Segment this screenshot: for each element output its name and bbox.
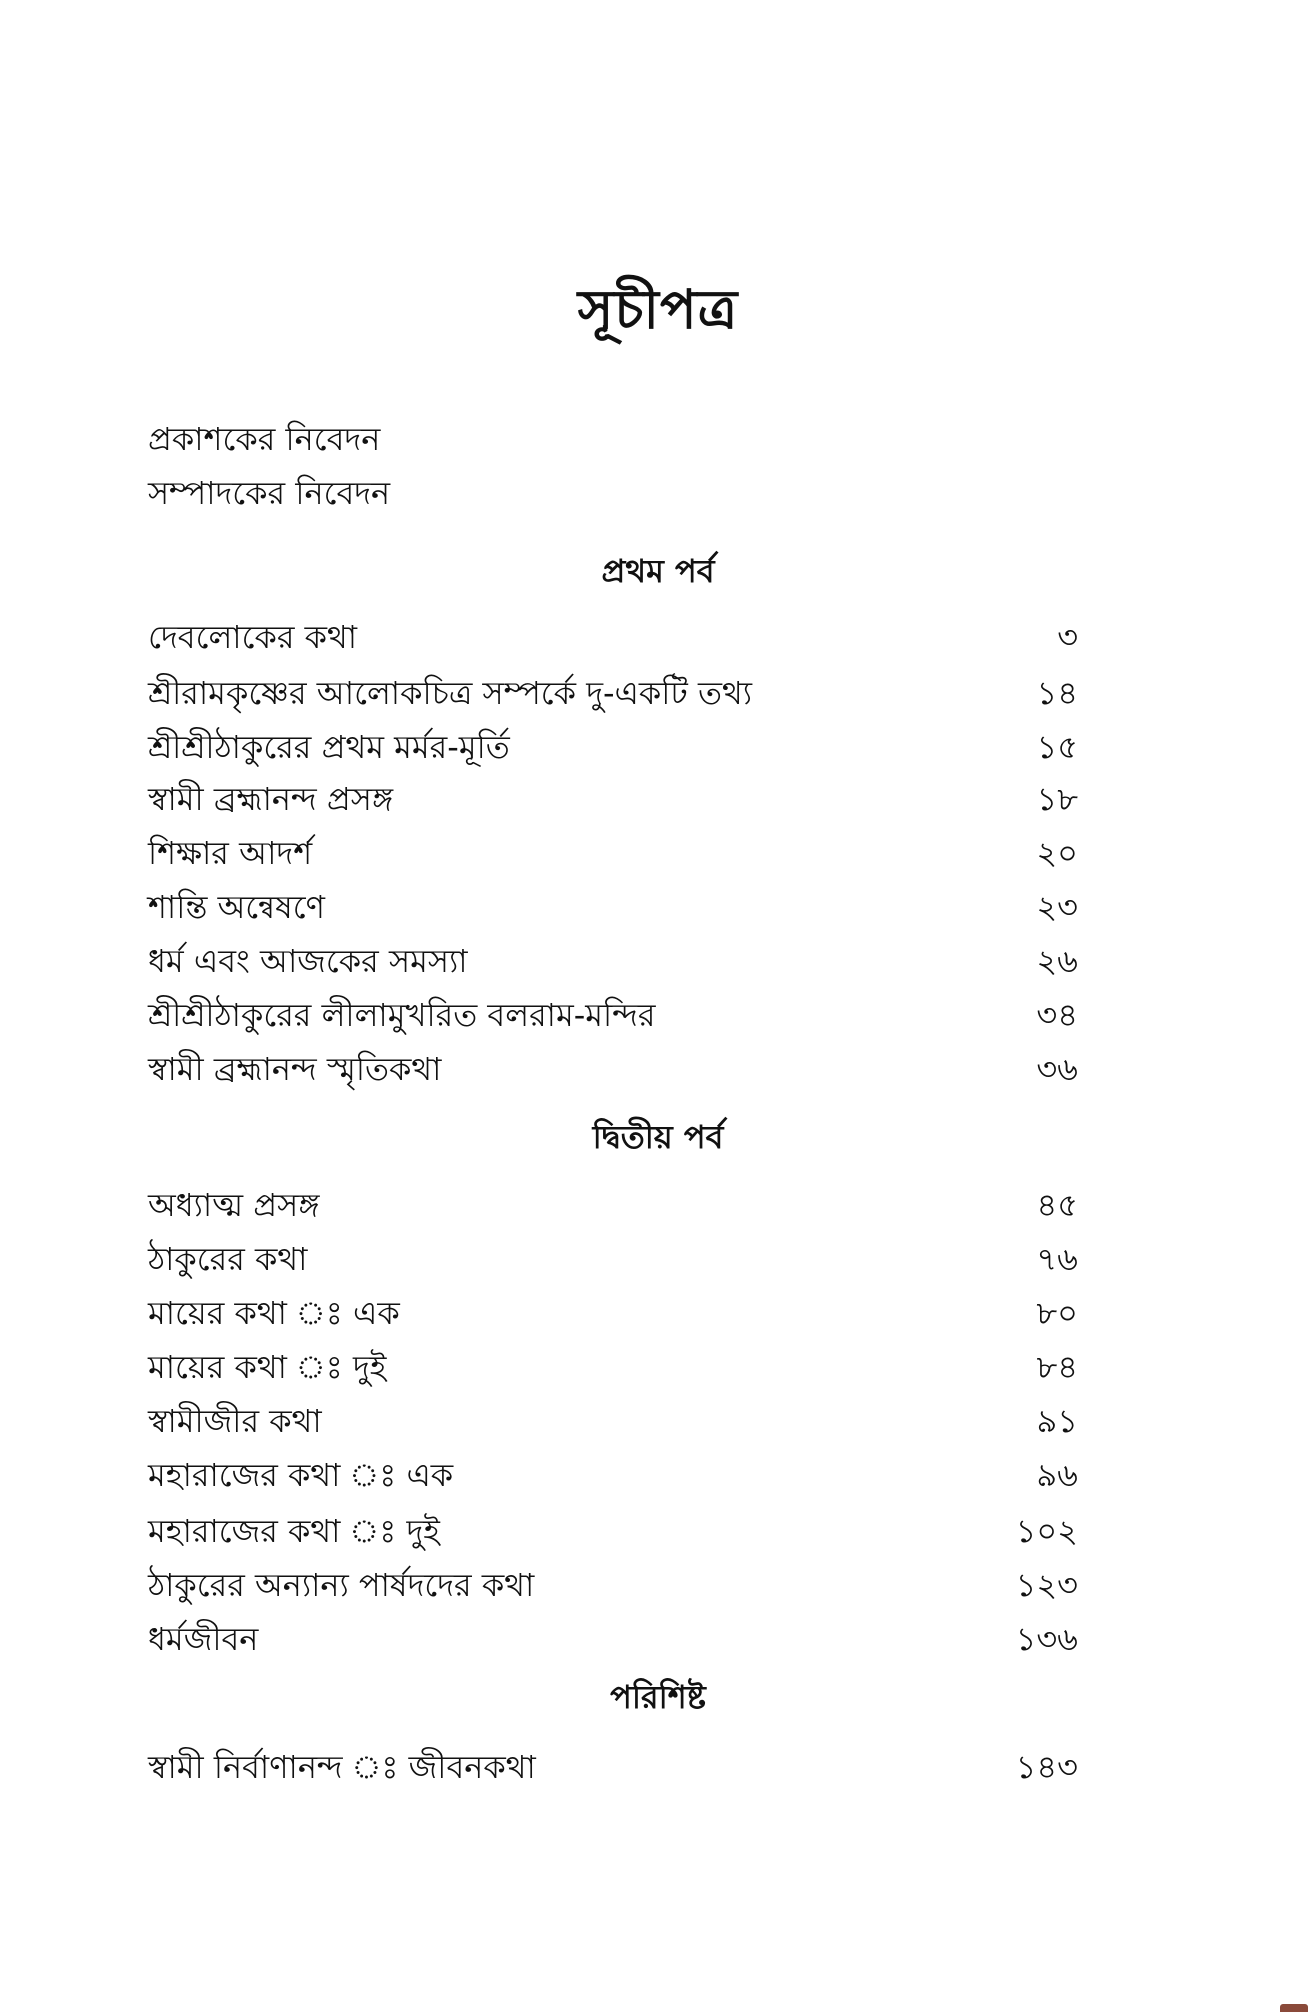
toc-entry-label: প্রকাশকের নিবেদন [148, 420, 381, 458]
toc-entry [148, 668, 1078, 718]
toc-entry [148, 722, 1078, 772]
toc-entry [148, 1234, 1078, 1284]
toc-entry-label: শ্রীশ্রীঠাকুরের লীলামুখরিত বলরাম-মন্দির [148, 996, 656, 1034]
toc-entry-page: ৩৬ [1036, 1050, 1078, 1088]
toc-entry-page: ৮০ [1036, 1294, 1078, 1332]
section-heading-part-one: প্রথম পর্ব [601, 552, 715, 590]
toc-entry-label: শ্রীশ্রীঠাকুরের প্রথম মর্মর-মূর্তি [148, 728, 510, 766]
toc-entry-label: ঠাকুরের কথা [148, 1240, 308, 1278]
toc-entry-editor-note [148, 468, 1078, 518]
toc-entry-label: মহারাজের কথা ঃ এক [148, 1456, 454, 1494]
toc-entry-page: ৮৪ [1036, 1348, 1078, 1386]
toc-entry-page: ৪৫ [1036, 1186, 1078, 1224]
section-heading-part-two: দ্বিতীয় পর্ব [592, 1118, 724, 1156]
toc-entry-page: ১৪৩ [1015, 1748, 1078, 1786]
toc-entry [148, 936, 1078, 986]
toc-entry-label: শিক্ষার আদর্শ [148, 834, 313, 872]
toc-entry-page: ২৬ [1036, 942, 1078, 980]
toc-entry-page: ১০২ [1015, 1512, 1078, 1550]
toc-entry-publisher-note [148, 414, 1078, 464]
toc-entry-label: মহারাজের কথা ঃ দুই [148, 1512, 440, 1550]
toc-entry-label: ধর্ম এবং আজকের সমস্যা [148, 942, 468, 980]
toc-entry-label: দেবলোকের কথা [148, 618, 357, 656]
toc-entry [148, 1614, 1078, 1664]
toc-entry-label: শান্তি অন্বেষণে [148, 888, 325, 926]
toc-entry [148, 774, 1078, 824]
toc-entry [148, 1560, 1078, 1610]
toc-entry-page: ৩৪ [1036, 996, 1078, 1034]
toc-entry-label: স্বামী ব্রহ্মানন্দ প্রসঙ্গ [148, 780, 394, 818]
toc-entry [148, 1342, 1078, 1392]
toc-entry-label: মায়ের কথা ঃ এক [148, 1294, 400, 1332]
toc-entry-page: ৭৬ [1036, 1240, 1078, 1278]
toc-entry-page: ১২৩ [1015, 1566, 1078, 1604]
toc-entry [148, 1742, 1078, 1792]
toc-entry-page: ১৫ [1036, 728, 1078, 766]
toc-entry-page: ১৮ [1036, 780, 1078, 818]
toc-entry-label: স্বামীজীর কথা [148, 1402, 322, 1440]
toc-entry-page: ৯৬ [1036, 1456, 1078, 1494]
toc-entry [148, 1180, 1078, 1230]
toc-entry-label: ধর্মজীবন [148, 1620, 259, 1658]
toc-entry [148, 1044, 1078, 1094]
toc-entry-label: শ্রীরামকৃষ্ণের আলোকচিত্র সম্পর্কে দু-একটি তথ্য [148, 674, 753, 712]
toc-entry-label: স্বামী নির্বাণানন্দ ঃ জীবনকথা [148, 1748, 536, 1786]
toc-entry [148, 612, 1078, 662]
toc-entry [148, 882, 1078, 932]
toc-entry-page: ১৪ [1036, 674, 1078, 712]
toc-entry [148, 990, 1078, 1040]
toc-entry [148, 1506, 1078, 1556]
toc-entry [148, 828, 1078, 878]
toc-entry-page: ২০ [1036, 834, 1078, 872]
toc-entry [148, 1288, 1078, 1338]
toc-entry-page: ২৩ [1036, 888, 1078, 926]
page-title: সূচীপত্র [577, 278, 739, 341]
section-heading-appendix: পরিশিষ্ট [610, 1678, 706, 1716]
toc-entry-label: অধ্যাত্ম প্রসঙ্গ [148, 1186, 320, 1224]
page-edge-mark [1280, 2004, 1308, 2012]
toc-entry-label: ঠাকুরের অন্যান্য পার্ষদদের কথা [148, 1566, 535, 1604]
toc-entry-page: ৩ [1057, 618, 1078, 656]
toc-entry-label: স্বামী ব্রহ্মানন্দ স্মৃতিকথা [148, 1050, 442, 1088]
toc-entry-page: ৯১ [1036, 1402, 1078, 1440]
toc-entry-label: সম্পাদকের নিবেদন [148, 474, 391, 512]
toc-entry [148, 1396, 1078, 1446]
toc-entry [148, 1450, 1078, 1500]
toc-entry-page: ১৩৬ [1015, 1620, 1078, 1658]
toc-entry-label: মায়ের কথা ঃ দুই [148, 1348, 387, 1386]
